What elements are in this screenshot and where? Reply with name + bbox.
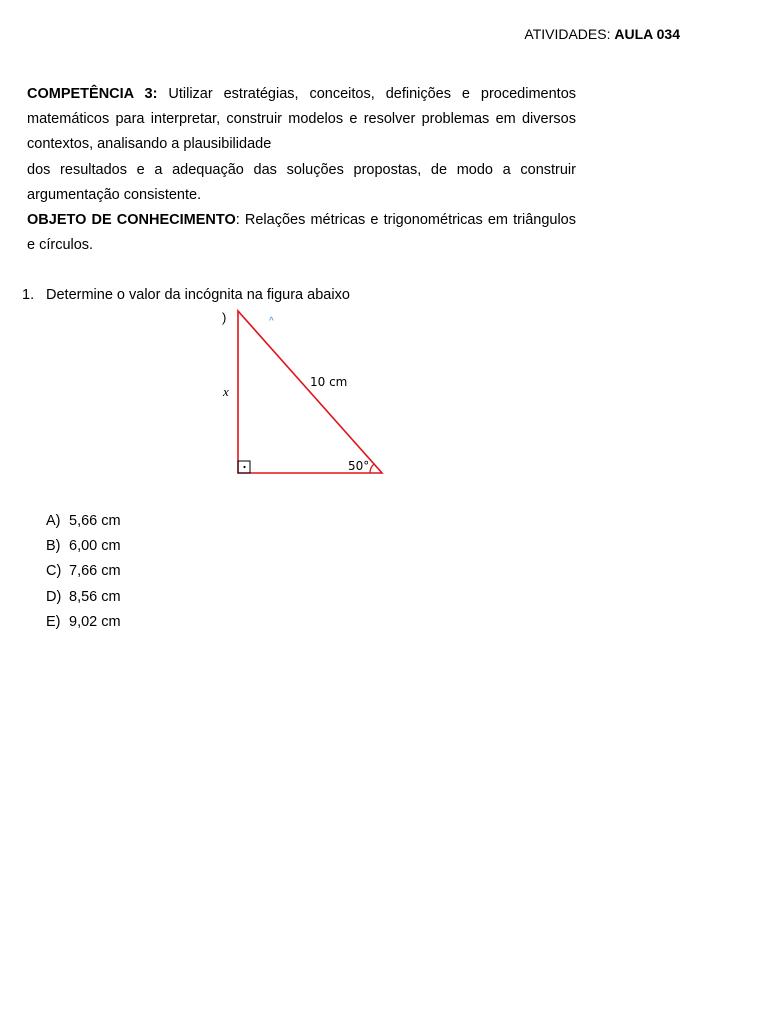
competencia-text-1: Utilizar estratégias, conceitos, definições e procedimentos matemáticos para interpretar, construir modelos e resolver problemas em diversos contextos, analisando a plausibilidade <box>27 86 577 153</box>
intro-block <box>27 82 576 258</box>
option-c[interactable]: C) 7,66 cm <box>46 563 121 580</box>
right-angle-dot <box>243 466 245 468</box>
objeto-paragraph <box>27 208 576 258</box>
question-number: 1. <box>22 287 35 303</box>
objeto-text: : Relações métricas e trigonométricas em triângulos e círculos. <box>27 212 576 254</box>
answer-options <box>46 509 121 635</box>
activity-header <box>524 26 680 42</box>
caret-mark: ^ <box>269 316 274 327</box>
option-d[interactable]: D) 8,56 cm <box>46 588 121 605</box>
competencia-paragraph <box>27 82 576 158</box>
angle-label: 50° <box>348 459 370 473</box>
option-e[interactable]: E) 9,02 cm <box>46 613 121 630</box>
right-triangle <box>238 311 382 473</box>
stray-mark: ) <box>222 310 227 325</box>
triangle-figure <box>215 305 415 485</box>
competencia-continuation <box>27 158 576 208</box>
competencia-label: COMPETÊNCIA 3: <box>27 86 158 102</box>
question-text: Determine o valor da incógnita na figura abaixo <box>46 287 350 303</box>
objeto-label: OBJETO DE CONHECIMENTO <box>27 212 236 229</box>
competencia-text-2: dos resultados e a adequação das soluções propostas, de modo a construir argumentação consistente. <box>27 161 576 203</box>
header-prefix: ATIVIDADES: <box>524 26 611 42</box>
hypotenuse-label: 10 cm <box>310 375 348 389</box>
side-x-label: x <box>223 384 229 399</box>
option-a[interactable]: A) 5,66 cm <box>46 513 121 529</box>
header-lesson: AULA 034 <box>614 26 680 42</box>
option-b[interactable]: B) 6,00 cm <box>46 538 121 555</box>
angle-arc <box>370 464 374 473</box>
question-1 <box>22 285 350 305</box>
